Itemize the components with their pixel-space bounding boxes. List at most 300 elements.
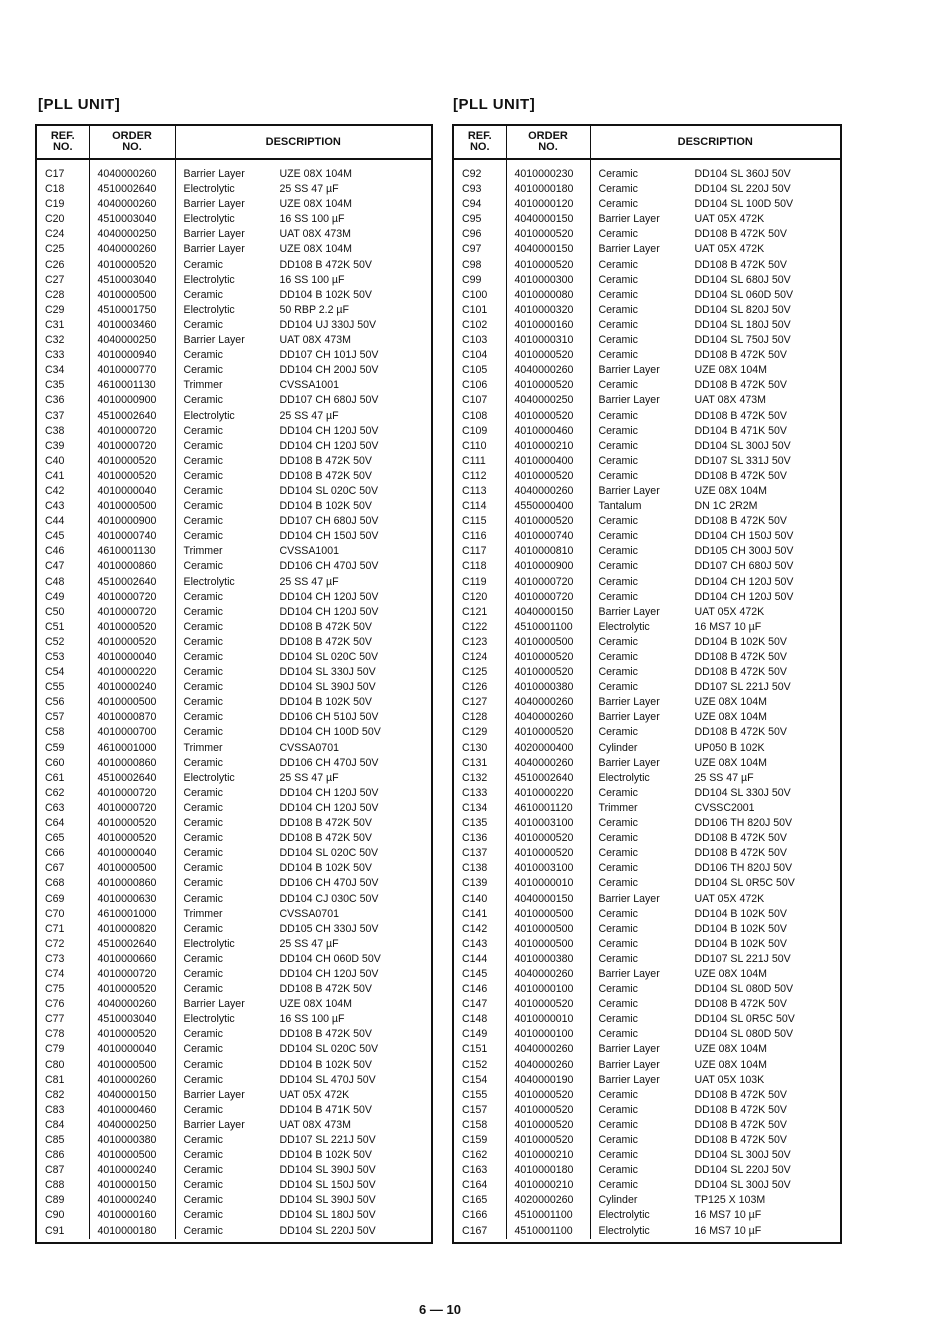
component-type: Barrier Layer [183, 168, 245, 180]
order-no-cell: 4010000520 [506, 1088, 590, 1103]
component-spec: DD104 SL 390J 50V [279, 1194, 376, 1207]
order-no-cell: 4010000210 [506, 439, 590, 454]
component-type: Ceramic [598, 1164, 638, 1177]
table-row [454, 159, 840, 182]
order-no-cell: 4510003040 [89, 273, 175, 288]
component-type: Ceramic [183, 288, 223, 301]
component-type: Cylinder [598, 741, 638, 754]
order-no-cell: 4010000720 [89, 786, 175, 801]
description-cell [175, 258, 431, 273]
component-spec: UAT 05X 103K [694, 1073, 765, 1086]
component-spec: DD108 B 472K 50V [694, 379, 787, 392]
ref-no-cell: C138 [462, 862, 488, 875]
order-no-cell: 4040000260 [506, 756, 590, 771]
component-spec: UAT 08X 473M [279, 1118, 351, 1131]
description-cell [590, 620, 840, 635]
component-type: Electrolytic [183, 183, 235, 196]
ref-no-cell: C66 [45, 847, 65, 860]
table-row [454, 559, 840, 574]
description-cell [590, 559, 840, 574]
description-cell [175, 409, 431, 424]
component-type: Ceramic [598, 862, 638, 875]
ref-no-cell: C20 [45, 213, 65, 226]
description-cell [175, 212, 431, 227]
ref-no-cell: C106 [462, 379, 488, 392]
ref-no-cell: C137 [462, 847, 488, 860]
component-spec: UAT 08X 473M [279, 334, 351, 347]
table-row [454, 892, 840, 907]
component-spec: DD106 TH 820J 50V [694, 862, 793, 875]
table-row [37, 861, 431, 876]
description-cell [175, 318, 431, 333]
order-no-cell: 4040000260 [506, 484, 590, 499]
description-cell [175, 650, 431, 665]
component-type: Ceramic [598, 1134, 638, 1146]
table-row [454, 273, 840, 288]
component-type: Electrolytic [598, 1209, 650, 1222]
component-spec: DD104 B 102K 50V [694, 937, 787, 950]
description-cell [175, 756, 431, 771]
component-spec: DD104 CJ 030C 50V [279, 892, 379, 905]
component-type: Barrier Layer [183, 243, 245, 256]
component-spec: DD104 CH 120J 50V [279, 801, 379, 814]
table-row [37, 1088, 431, 1103]
table-row [454, 907, 840, 922]
ref-no-cell: C146 [462, 983, 488, 996]
description-cell [175, 1118, 431, 1133]
order-no-cell: 4010000220 [506, 786, 590, 801]
component-spec: DD104 B 471K 50V [694, 424, 787, 437]
ref-no-cell: C86 [45, 1149, 65, 1162]
component-type: Ceramic [183, 484, 223, 497]
component-spec: UZE 08X 104M [694, 484, 767, 497]
component-type: Ceramic [598, 907, 638, 920]
component-type: Ceramic [598, 575, 638, 588]
description-cell [590, 514, 840, 529]
table-row [454, 620, 840, 635]
order-no-cell: 4010000040 [89, 846, 175, 861]
component-type: Ceramic [183, 983, 223, 996]
table-row [37, 1042, 431, 1057]
component-spec: DD108 B 472K 50V [694, 726, 787, 739]
description-cell [590, 439, 840, 454]
description-cell [590, 197, 840, 212]
ref-no-cell: C166 [462, 1209, 488, 1222]
section-title-left: [PLL UNIT] [38, 96, 121, 113]
table-row [37, 1058, 431, 1073]
order-no-cell: 4040000260 [89, 997, 175, 1012]
component-spec: DD108 B 472K 50V [694, 349, 787, 362]
ref-no-cell: C108 [462, 409, 488, 422]
component-spec: DD105 CH 300J 50V [694, 545, 794, 558]
ref-no-cell: C72 [45, 937, 65, 950]
component-type: Ceramic [598, 273, 638, 286]
ref-no-cell: C157 [462, 1103, 488, 1116]
order-no-cell: 4510002640 [89, 182, 175, 197]
ref-no-cell: C141 [462, 907, 488, 920]
table-row [454, 1042, 840, 1057]
table-row [454, 1103, 840, 1118]
description-cell [590, 801, 840, 816]
table-row [37, 725, 431, 740]
table-row [37, 424, 431, 439]
ref-no-cell: C131 [462, 756, 488, 769]
component-type: Trimmer [183, 379, 223, 392]
table-row [454, 1163, 840, 1178]
ref-no-cell: C98 [462, 258, 482, 271]
ref-no-cell: C134 [462, 801, 488, 814]
component-type: Ceramic [598, 983, 638, 996]
component-type: Trimmer [183, 741, 223, 754]
component-spec: DD104 CH 150J 50V [279, 530, 379, 543]
ref-no-cell: C164 [462, 1179, 488, 1192]
table-row [454, 741, 840, 756]
order-no-cell: 4010000040 [89, 650, 175, 665]
ref-no-cell: C100 [462, 288, 488, 301]
order-no-cell: 4010000740 [89, 529, 175, 544]
table-row [37, 378, 431, 393]
section-title-right: [PLL UNIT] [453, 96, 536, 113]
ref-no-cell: C118 [462, 560, 487, 573]
component-type: Ceramic [598, 1088, 638, 1101]
ref-no-cell: C97 [462, 243, 482, 256]
component-spec: DD108 B 472K 50V [694, 998, 787, 1011]
component-type: Ceramic [183, 756, 223, 769]
component-spec: UAT 05X 472K [694, 243, 765, 256]
component-type: Ceramic [598, 922, 638, 935]
order-no-cell: 4510001100 [506, 1224, 590, 1239]
description-cell [175, 1058, 431, 1073]
order-no-cell: 4010000010 [506, 876, 590, 891]
order-no-cell: 4010000310 [506, 333, 590, 348]
description-cell [590, 159, 840, 182]
order-no-cell: 4040000260 [506, 363, 590, 378]
description-cell [175, 303, 431, 318]
component-spec: DD104 SL 330J 50V [694, 786, 791, 799]
ref-no-cell: C37 [45, 409, 65, 422]
ref-no-cell: C110 [462, 439, 487, 452]
component-spec: DD104 SL 180J 50V [279, 1209, 376, 1222]
component-type: Barrier Layer [598, 711, 660, 724]
description-cell [590, 997, 840, 1012]
ref-no-cell: C75 [45, 983, 65, 996]
description-cell [175, 159, 431, 182]
component-spec: DD104 SL 020C 50V [279, 847, 379, 860]
table-row [454, 710, 840, 725]
ref-no-cell: C121 [462, 605, 488, 618]
component-type: Barrier Layer [598, 484, 660, 497]
component-spec: DD104 SL 220J 50V [694, 183, 791, 196]
component-spec: DN 1C 2R2M [694, 500, 758, 513]
component-spec: DD104 CH 120J 50V [279, 786, 379, 799]
component-type: Barrier Layer [598, 1073, 660, 1086]
description-cell [175, 741, 431, 756]
ref-no-cell: C36 [45, 394, 65, 407]
table-row [454, 997, 840, 1012]
ref-no-cell: C104 [462, 349, 488, 362]
ref-no-cell: C91 [45, 1224, 65, 1237]
table-row [454, 258, 840, 273]
table-row [454, 544, 840, 559]
component-type: Ceramic [183, 530, 223, 543]
component-spec: 25 SS 47 µF [279, 409, 339, 422]
ref-no-cell: C139 [462, 877, 488, 890]
description-cell [175, 1193, 431, 1208]
component-type: Ceramic [183, 1103, 223, 1116]
description-cell [590, 695, 840, 710]
component-type: Barrier Layer [598, 243, 660, 256]
order-no-cell: 4510002640 [89, 409, 175, 424]
order-no-cell: 4010003100 [506, 861, 590, 876]
description-cell [175, 559, 431, 574]
order-no-cell: 4040000260 [506, 967, 590, 982]
description-cell [175, 197, 431, 212]
description-cell [590, 846, 840, 861]
description-cell [590, 1073, 840, 1088]
ref-no-cell: C142 [462, 922, 488, 935]
ref-no-cell: C140 [462, 892, 488, 905]
table-row [37, 831, 431, 846]
component-spec: 16 MS7 10 µF [694, 1209, 762, 1222]
ref-no-cell: C39 [45, 439, 65, 452]
component-spec: DD108 B 472K 50V [694, 258, 787, 271]
component-spec: DD108 B 472K 50V [279, 817, 372, 830]
table-row [454, 590, 840, 605]
order-no-cell: 4010000120 [506, 197, 590, 212]
description-cell [590, 741, 840, 756]
order-no-cell: 4610001120 [506, 801, 590, 816]
order-no-cell: 4010000180 [89, 1224, 175, 1239]
component-type: Ceramic [598, 379, 638, 392]
description-cell [175, 348, 431, 363]
description-cell [590, 288, 840, 303]
table-row [37, 484, 431, 499]
description-cell [590, 937, 840, 952]
component-type: Ceramic [598, 439, 638, 452]
order-no-cell: 4040000250 [89, 333, 175, 348]
table-row [37, 575, 431, 590]
ref-no-cell: C149 [462, 1028, 488, 1041]
table-row [454, 816, 840, 831]
component-spec: DD108 B 472K 50V [279, 258, 372, 271]
table-row [454, 514, 840, 529]
component-type: Ceramic [183, 862, 223, 875]
ref-no-cell: C126 [462, 681, 488, 694]
component-type: Ceramic [598, 183, 638, 196]
component-type: Ceramic [183, 696, 223, 709]
description-cell [590, 1103, 840, 1118]
component-type: Ceramic [598, 318, 638, 331]
ref-no-cell: C152 [462, 1058, 488, 1071]
description-cell [175, 469, 431, 484]
component-spec: UAT 05X 472K [694, 892, 765, 905]
table-row [37, 756, 431, 771]
component-spec: DD104 UJ 330J 50V [279, 318, 377, 331]
page-number: 6 — 10 [419, 1302, 461, 1317]
table-row [454, 937, 840, 952]
component-spec: 25 SS 47 µF [279, 575, 339, 588]
order-no-cell: 4040000250 [89, 227, 175, 242]
ref-no-cell: C76 [45, 998, 65, 1011]
description-cell [175, 665, 431, 680]
table-row [454, 876, 840, 891]
component-spec: 16 MS7 10 µF [694, 1224, 762, 1237]
component-type: Ceramic [183, 1058, 223, 1071]
order-no-cell: 4010000520 [506, 378, 590, 393]
description-cell [175, 816, 431, 831]
description-cell [175, 695, 431, 710]
component-type: Barrier Layer [598, 1058, 660, 1071]
component-type: Ceramic [183, 349, 223, 362]
component-spec: DD108 B 472K 50V [694, 832, 787, 845]
description-cell [175, 454, 431, 469]
component-type: Ceramic [598, 666, 638, 679]
ref-no-cell: C48 [45, 575, 65, 588]
order-no-cell: 4020000400 [506, 741, 590, 756]
table-row [454, 318, 840, 333]
order-no-cell: 4010000040 [89, 484, 175, 499]
component-type: Ceramic [598, 530, 638, 543]
component-type: Barrier Layer [598, 756, 660, 769]
ref-no-cell: C107 [462, 394, 488, 407]
description-cell [590, 348, 840, 363]
table-row [37, 620, 431, 635]
ref-no-cell: C101 [462, 303, 488, 316]
description-cell [590, 529, 840, 544]
description-cell [590, 303, 840, 318]
component-spec: DD104 SL 220J 50V [279, 1224, 376, 1237]
description-cell [590, 831, 840, 846]
order-no-cell: 4010000520 [89, 816, 175, 831]
order-no-cell: 4040000150 [89, 1088, 175, 1103]
table-row [454, 499, 840, 514]
order-no-cell: 4010000500 [89, 1058, 175, 1073]
component-spec: DD108 B 472K 50V [694, 847, 787, 860]
component-type: Ceramic [598, 1118, 638, 1131]
table-row [454, 454, 840, 469]
header-order-no: ORDER NO. [89, 126, 175, 159]
description-cell [590, 876, 840, 891]
order-no-cell: 4010000400 [506, 454, 590, 469]
ref-no-cell: C105 [462, 364, 488, 377]
order-no-cell: 4510001100 [506, 1208, 590, 1223]
order-no-cell: 4010000520 [89, 620, 175, 635]
component-type: Ceramic [183, 651, 223, 663]
ref-no-cell: C18 [45, 183, 65, 196]
order-no-cell: 4010000380 [506, 952, 590, 967]
component-spec: DD107 SL 221J 50V [694, 681, 791, 694]
component-type: Ceramic [598, 681, 638, 694]
description-cell [590, 363, 840, 378]
order-no-cell: 4510002640 [89, 771, 175, 786]
description-cell [175, 922, 431, 937]
order-no-cell: 4010000460 [506, 424, 590, 439]
description-cell [175, 710, 431, 725]
ref-no-cell: C43 [45, 500, 65, 513]
description-cell [590, 378, 840, 393]
component-type: Ceramic [183, 590, 223, 603]
description-cell [590, 1027, 840, 1042]
ref-no-cell: C99 [462, 273, 482, 286]
order-no-cell: 4010000870 [89, 710, 175, 725]
order-no-cell: 4040000260 [506, 695, 590, 710]
table-row [37, 1163, 431, 1178]
description-cell [590, 1178, 840, 1193]
description-cell [590, 409, 840, 424]
description-cell [175, 680, 431, 695]
order-no-cell: 4010000500 [89, 695, 175, 710]
component-spec: DD108 B 472K 50V [694, 1103, 787, 1116]
component-spec: DD104 SL 060D 50V [694, 288, 794, 301]
ref-no-cell: C52 [45, 635, 65, 648]
component-spec: UP050 B 102K [694, 741, 765, 754]
component-spec: DD104 SL 300J 50V [694, 439, 791, 452]
component-spec: DD108 B 472K 50V [694, 409, 787, 422]
description-cell [175, 1027, 431, 1042]
ref-no-cell: C77 [45, 1013, 65, 1026]
description-cell [175, 1163, 431, 1178]
ref-no-cell: C130 [462, 741, 488, 754]
table-row [37, 242, 431, 257]
description-cell [590, 1193, 840, 1208]
table-row [454, 846, 840, 861]
component-type: Electrolytic [183, 1013, 235, 1026]
table-row [37, 159, 431, 182]
table-row [454, 922, 840, 937]
table-row [37, 469, 431, 484]
component-spec: UZE 08X 104M [694, 756, 767, 769]
component-spec: 16 SS 100 µF [279, 213, 345, 226]
table-row [454, 469, 840, 484]
ref-no-cell: C68 [45, 877, 65, 890]
component-spec: DD108 B 472K 50V [279, 832, 372, 845]
component-type: Barrier Layer [183, 1088, 245, 1101]
ref-no-cell: C158 [462, 1118, 488, 1131]
table-row [454, 439, 840, 454]
component-type: Ceramic [598, 635, 638, 648]
ref-no-cell: C74 [45, 967, 65, 980]
order-no-cell: 4010000500 [89, 1148, 175, 1163]
component-type: Electrolytic [598, 620, 650, 633]
table-row [37, 393, 431, 408]
table-row [454, 212, 840, 227]
parts-table-right [452, 124, 842, 1244]
component-spec: UZE 08X 104M [279, 243, 352, 256]
component-spec: UZE 08X 104M [694, 1043, 767, 1056]
component-spec: 25 SS 47 µF [694, 771, 754, 784]
table-row [37, 1133, 431, 1148]
description-cell [590, 771, 840, 786]
component-type: Electrolytic [183, 303, 235, 316]
component-spec: DD104 SL 020C 50V [279, 484, 379, 497]
order-no-cell: 4010000520 [506, 831, 590, 846]
description-cell [175, 363, 431, 378]
component-spec: DD104 SL 390J 50V [279, 681, 376, 694]
table-row [37, 514, 431, 529]
table-row [454, 363, 840, 378]
table-row [454, 1027, 840, 1042]
table-row [454, 333, 840, 348]
order-no-cell: 4040000250 [506, 393, 590, 408]
ref-no-cell: C57 [45, 711, 65, 724]
description-cell [175, 288, 431, 303]
component-spec: DD104 SL 300J 50V [694, 1179, 791, 1192]
order-no-cell: 4010000500 [506, 907, 590, 922]
order-no-cell: 4010000500 [506, 922, 590, 937]
ref-no-cell: C102 [462, 318, 488, 331]
ref-no-cell: C95 [462, 213, 482, 226]
order-no-cell: 4010000500 [89, 499, 175, 514]
